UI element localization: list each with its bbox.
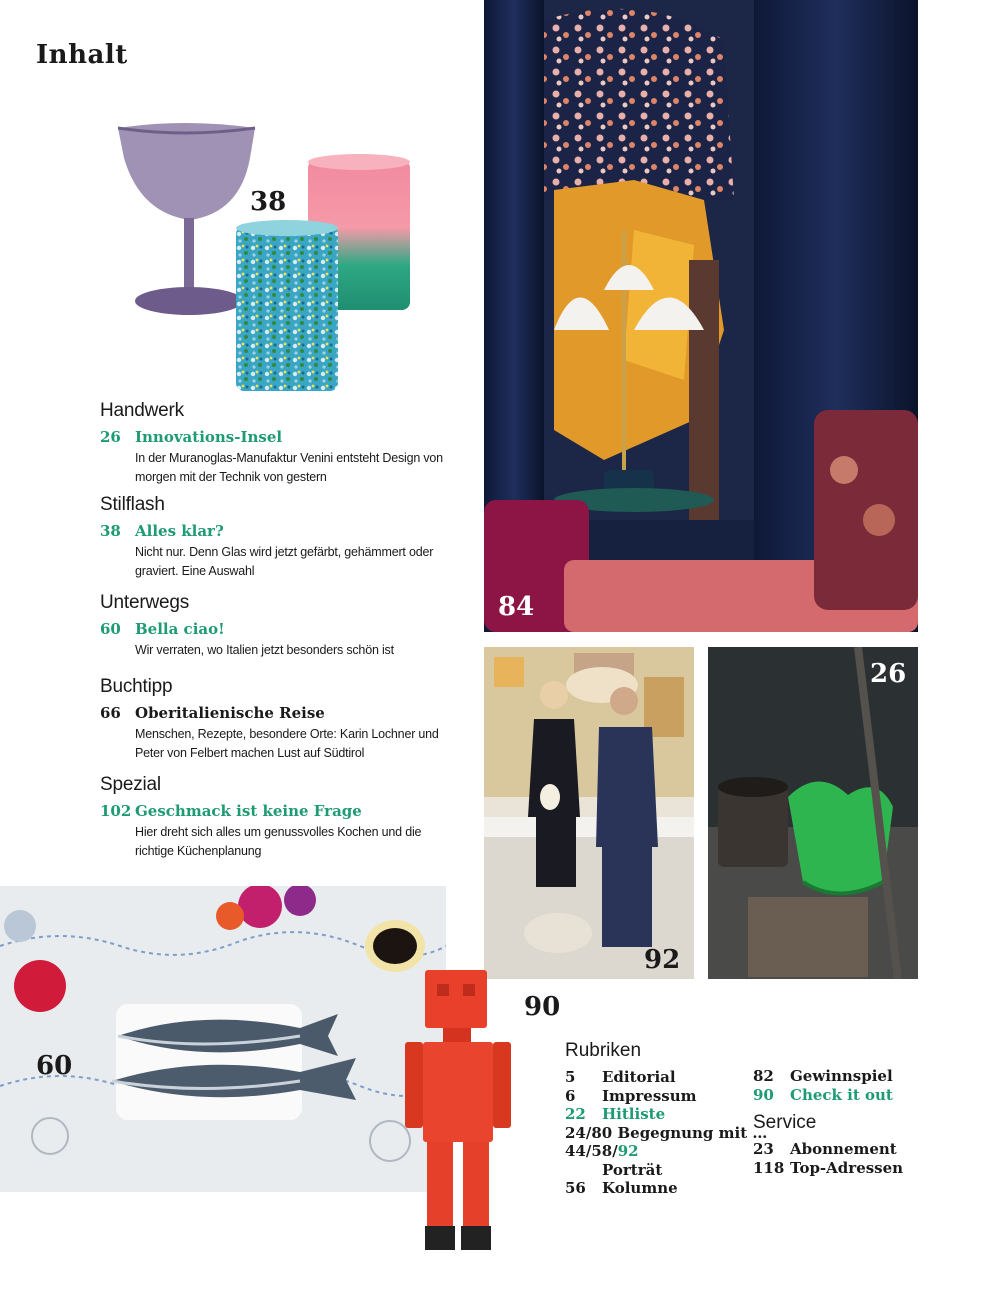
vase-page-number: 26: [870, 659, 907, 689]
rubrik-item-check-it-out: 90 Check it out: [753, 1085, 893, 1104]
service-heading: Service: [753, 1112, 817, 1133]
rubriken-section: [565, 1040, 768, 1198]
entry-title: Geschmack ist keine Frage: [135, 802, 362, 820]
entry-number: 102: [100, 802, 132, 820]
rubrik-item-hitliste: 22 Hitliste: [565, 1105, 666, 1123]
rubriken-column-2: [753, 1067, 953, 1104]
rubrik-item-portraet: Porträt: [602, 1160, 663, 1179]
service-item-top-adressen: 118 Top-Adressen: [753, 1158, 904, 1177]
page-title: Inhalt: [36, 40, 128, 70]
robot-photo: [405, 968, 525, 1258]
couple-photo: [484, 647, 694, 979]
section-unterwegs: [100, 592, 445, 660]
rubrik-item-begegnung: 24/80 Begegnung mit …: [565, 1123, 768, 1142]
couple-page-number: 92: [644, 945, 681, 975]
rubrik-item-impressum: 6 Impressum: [565, 1086, 697, 1105]
rubriken-heading: Rubriken: [565, 1040, 642, 1061]
section-handwerk: [100, 400, 445, 487]
fish-photo: [0, 886, 446, 1192]
glasses-page-number: 38: [250, 187, 287, 217]
service-section: [753, 1112, 953, 1177]
entry-number: 60: [100, 620, 121, 638]
entry-title: Alles klar?: [135, 522, 224, 540]
rubrik-item-editorial: 5 Editorial: [565, 1068, 676, 1086]
entry-description: Nicht nur. Denn Glas wird jetzt gefärbt, gehämmert oder graviert. Eine Auswahl: [135, 545, 434, 578]
robot-page-number: 90: [524, 992, 561, 1022]
interior-photo: [484, 0, 918, 632]
section-heading: Spezial: [100, 774, 161, 795]
interior-page-number: 84: [498, 592, 535, 622]
entry-number: 26: [100, 428, 121, 446]
service-item-abonnement: 23 Abonnement: [753, 1140, 897, 1158]
entry-number: 66: [100, 704, 121, 722]
entry-description: Hier dreht sich alles um genussvolles Kochen und die richtige Küchenplanung: [135, 825, 422, 858]
entry-description: Menschen, Rezepte, besondere Orte: Karin Lochner und Peter von Felbert machen Lust auf Südtirol: [135, 727, 439, 760]
entry-number: 38: [100, 522, 121, 540]
section-buchtipp: [100, 676, 445, 763]
entry-description: In der Muranoglas-Manufaktur Venini entsteht Design von morgen mit der Technik von gestern: [135, 451, 443, 484]
section-heading: Unterwegs: [100, 592, 190, 613]
section-heading: Buchtipp: [100, 676, 173, 697]
entry-title: Bella ciao!: [135, 620, 225, 638]
entry-title: Oberitalienische Reise: [135, 704, 325, 722]
vase-photo: [708, 647, 918, 979]
section-stilflash: [100, 494, 445, 581]
entry-title: Innovations-Insel: [135, 428, 283, 446]
section-spezial: [100, 774, 445, 861]
rubrik-item-gewinnspiel: 82 Gewinnspiel: [753, 1067, 893, 1085]
entry-description: Wir verraten, wo Italien jetzt besonders schön ist: [135, 643, 394, 657]
fish-page-number: 60: [36, 1051, 73, 1081]
rubrik-item-portraet-numbers: 44/58/92: [565, 1142, 639, 1160]
rubrik-item-kolumne: 56 Kolumne: [565, 1179, 678, 1197]
section-heading: Stilflash: [100, 494, 165, 515]
section-heading: Handwerk: [100, 400, 184, 421]
glasses-photo: [110, 118, 415, 398]
